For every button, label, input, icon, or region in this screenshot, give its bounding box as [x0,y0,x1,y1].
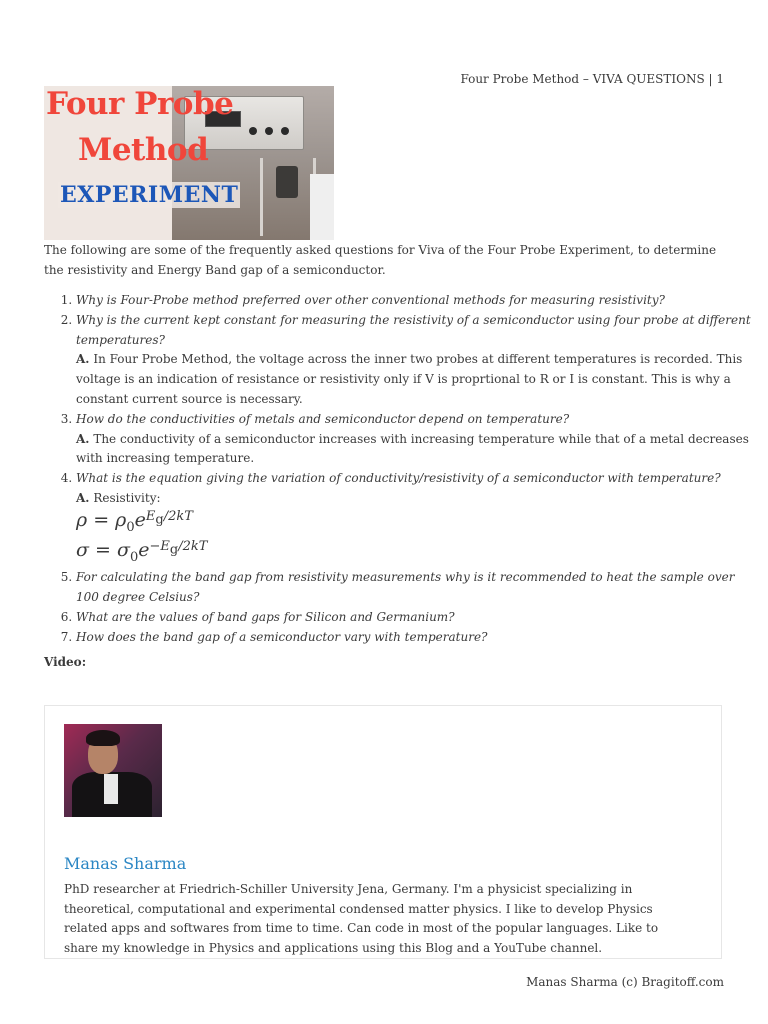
question-item [76,608,756,628]
author-box [44,705,722,959]
question-text: For calculating the band gap from resistivity measurements why is it recommended to heat the sample over 100 degree Celsius? [76,570,735,605]
hero-title-line3: EXPERIMENT [60,182,239,208]
question-text: What is the equation giving the variation of conductivity/resistivity of a semiconductor with temperature? [76,471,721,486]
question-list [44,291,756,648]
question-item [76,410,756,469]
question-text: Why is Four-Probe method preferred over other conventional methods for measuring resistivity? [76,293,665,307]
resistivity-formula: $\rho = \rho_0e^{E_g/2kT}$ [76,508,193,535]
question-text: How do the conductivities of metals and semiconductor depend on temperature? [76,411,570,426]
question-item [76,469,756,568]
hero-title-line2: Method [78,132,209,168]
page-footer: Manas Sharma (c) Bragitoff.com [526,975,724,989]
question-item [76,291,756,311]
answer-text: The conductivity of a semiconductor increases with increasing temperature while that of a metal decreases with increasing temperature. [76,431,749,466]
hero-title [44,86,240,240]
video-heading: Video: [44,655,87,669]
page-header: Four Probe Method – VIVA QUESTIONS | 1 [460,72,724,86]
author-name-link[interactable]: Manas Sharma [64,854,187,873]
featured-image [44,86,334,240]
answer-text: Resistivity: [93,490,161,505]
question-text: What are the values of band gaps for Silicon and Germanium? [76,609,455,624]
avatar[interactable] [64,724,162,817]
answer-label: A. [76,431,90,446]
question-item [76,628,756,648]
author-bio: PhD researcher at Friedrich-Schiller University Jena, Germany. I'm a physicist specializing in theoretical, computational and experimental condensed matter physics. I like to develop Physics related apps and softwares from time to time. Can code in most of the popular languages. Like to share my knowledge in Physics and applications using this Blog and a YouTube channel. [64,882,659,955]
hero-title-line1: Four Probe [46,86,234,122]
intro-paragraph: The following are some of the frequently asked questions for Viva of the Four Probe Experiment, to determine the resistivity and Energy Band gap of a semiconductor. [44,243,717,277]
conductivity-formula: $\sigma = \sigma_0e^{-E_g/2kT}$ [76,538,208,565]
answer-label: A. [76,490,90,505]
answer-text: In Four Probe Method, the voltage across the inner two probes at different temperatures is recorded. This voltage is an indication of resistance or resistivity only if V is proprtional to R or I is constant. This is why a constant current source is necessary. [76,352,743,406]
question-text: Why is the current kept constant for measuring the resistivity of a semiconductor using four probe at different temperatures? [76,312,751,347]
question-item [76,311,756,410]
answer-label: A. [76,352,90,367]
question-text: How does the band gap of a semiconductor vary with temperature? [76,629,488,644]
question-item [76,568,756,608]
